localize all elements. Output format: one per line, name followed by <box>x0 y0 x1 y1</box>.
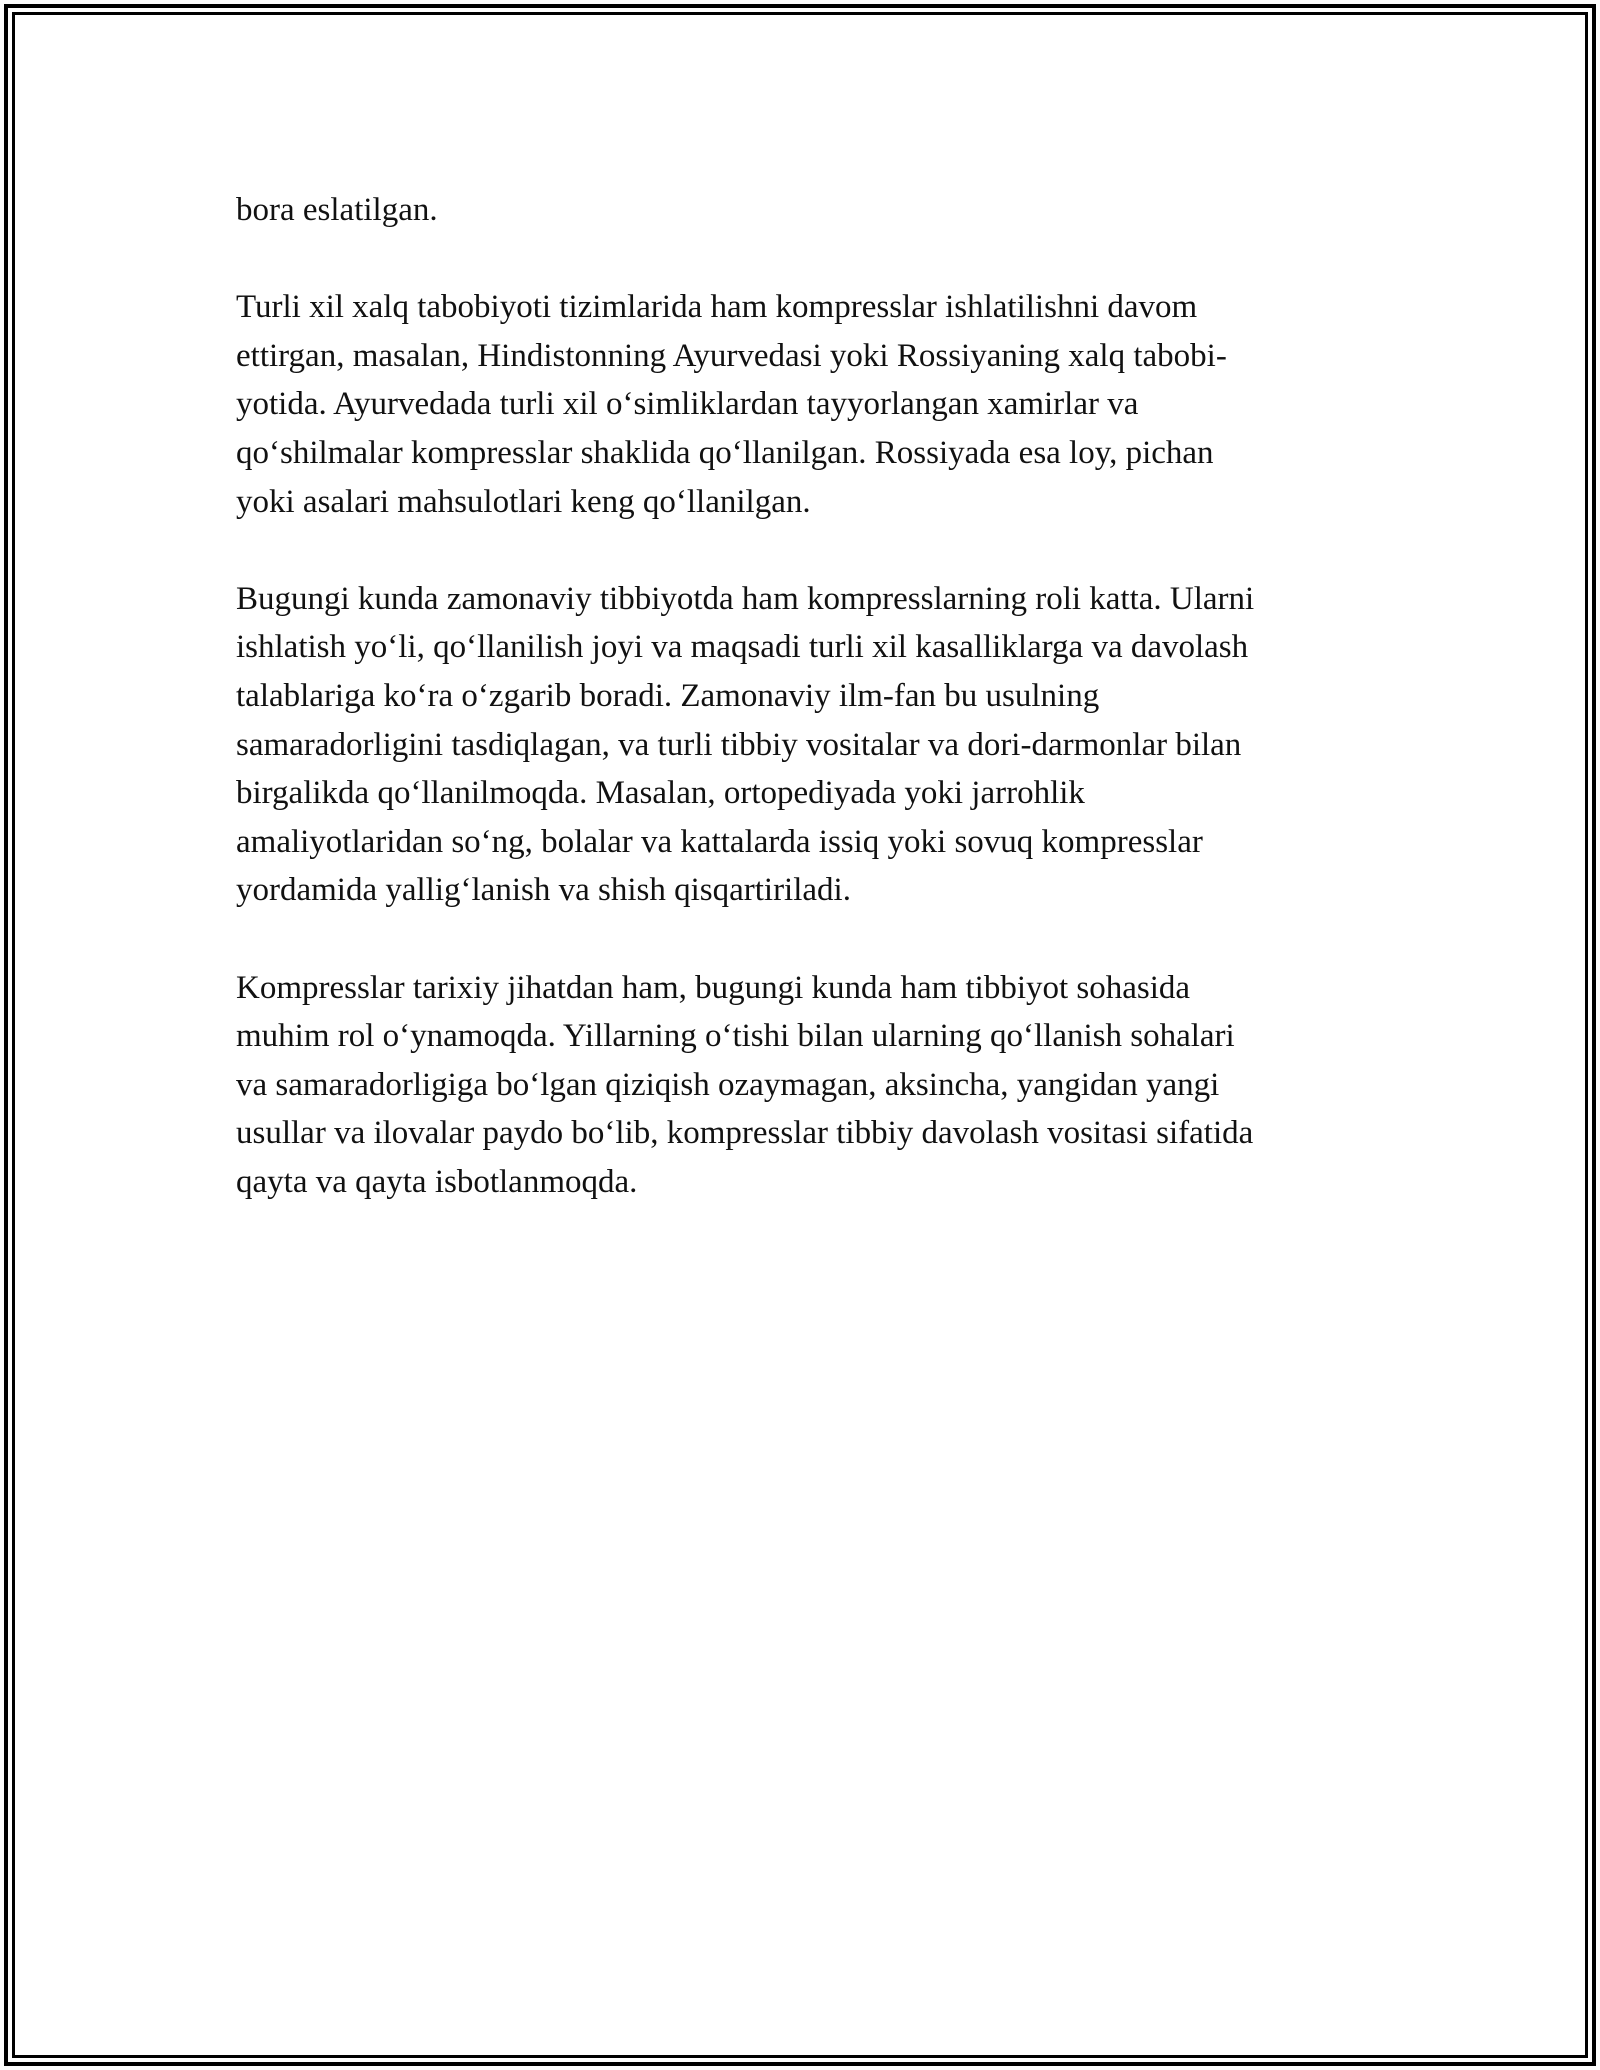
paragraph-modern-medicine: Bugungi kunda zamonaviy tibbiyotda ham kompresslarning roli katta. Ularni ishlatish yo‘li, qo‘llanilish joyi va maqsadi turli xil kasalliklarga va davolash talablariga ko‘ra o‘zgarib boradi. Zamonaviy ilm-fan bu usulning samaradorligini tasdiqlagan, va turli tibbiy vositalar va dori-darmonlar bilan birgalikda qo‘llanilmoqda. Masalan, ortopediyada yoki jarrohlik amaliyotlaridan so‘ng, bolalar va kattalarda issiq yoki sovuq kompresslar yordamida yallig‘lanish va shish qisqartiriladi. <box>236 580 1255 909</box>
paragraph-conclusion: Kompresslar tarixiy jihatdan ham, bugungi kunda ham tibbiyot sohasida muhim rol o‘ynamoqda. Yillarning o‘tishi bilan ularning qo‘llanish sohalari va samaradorligiga bo‘lgan qiziqish ozaymagan, aksincha, yangidan yangi usullar va ilovalar paydo bo‘lib, kompresslar tibbiy davolash vositasi sifatida qayta va qayta isbotlanmoqda. <box>236 969 1254 1200</box>
paragraph-continuation: bora eslatilgan. <box>236 192 438 228</box>
paragraph-folk-medicine: Turli xil xalq tabobiyoti tizimlarida ham kompresslar ishlatilishni davom ettirgan, masalan, Hindistonning Ayurvedasi yoki Rossiyaning xalq tabobi- yotida. Ayurvedada turli xil o‘simliklardan tayyorlangan xamirlar va qo‘shilmalar kompresslar shaklida qo‘llanilgan. Rossiyada esa loy, pichan yoki asalari mahsulotlari keng qo‘llanilgan. <box>236 289 1227 520</box>
document-body <box>236 186 1376 1255</box>
